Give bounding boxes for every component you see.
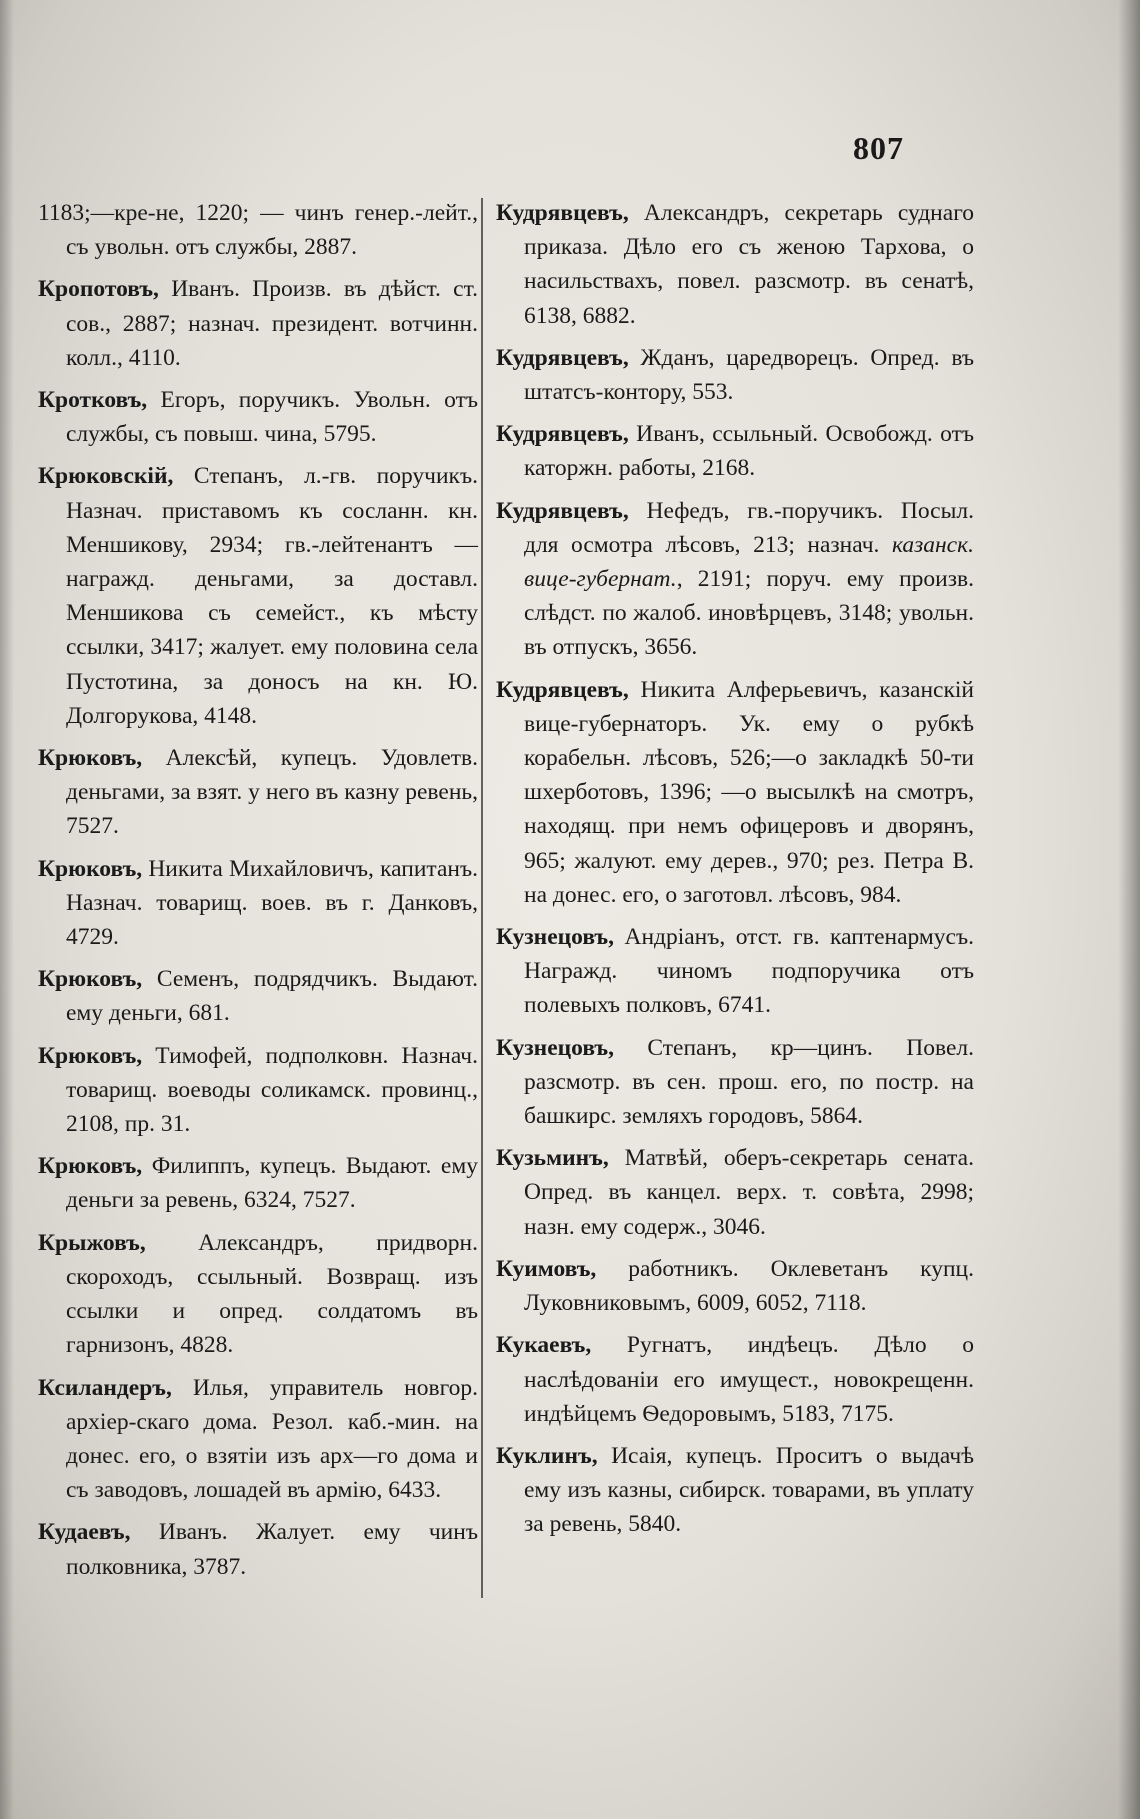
- index-entry: [38, 459, 478, 733]
- entry-name: Куимовъ,: [496, 1255, 597, 1282]
- entry-text: Исаія, купецъ. Проситъ о выдачѣ ему изъ казны, сибирск. товарами, въ уплату за ревень, 5840.: [524, 1442, 974, 1538]
- entry-text: Андріанъ, отст. гв. каптенармусъ. Награжд. чиномъ подпоручика отъ полевыхъ полковъ, 6741.: [524, 924, 974, 1019]
- entry-name: Кудрявцевъ,: [496, 421, 629, 448]
- entry-text: Матвѣй, оберъ-секретарь сената. Опред. въ канцел. верх. т. совѣта, 2998; назн. ему содерж., 3046.: [524, 1145, 974, 1240]
- entry-name: Крюковъ,: [38, 745, 143, 772]
- entry-name: Крюковъ,: [38, 1042, 143, 1069]
- index-entry: [496, 1328, 974, 1431]
- entry-name: Кузнецовъ,: [496, 924, 615, 951]
- entry-text: Егоръ, поручикъ. Увольн. отъ службы, съ повыш. чина, 5795.: [66, 387, 478, 448]
- entry-text: Илья, управитель новгор. архіер-скаго дома. Резол. каб.-мин. на донес. его, о взятіи изъ арх—го дома и съ заводовъ, лошадей въ армію, 6433.: [66, 1374, 478, 1504]
- index-entry: [38, 962, 478, 1030]
- entry-name: Крыжовъ,: [38, 1229, 146, 1256]
- index-entry: [38, 741, 478, 844]
- entry-name: Кудрявцевъ,: [496, 497, 629, 524]
- entry-name: Кукаевъ,: [496, 1332, 592, 1359]
- index-entry: [38, 852, 478, 955]
- entry-text: Иванъ, ссыльный. Освобожд. отъ каторжн. работы, 2168.: [524, 421, 974, 482]
- entry-text: Степанъ, кр—цинъ. Повел. разсмотр. въ сен. прош. его, по постр. на башкирс. земляхъ городовъ, 5864.: [524, 1034, 974, 1130]
- entry-text: Жданъ, царедворецъ. Опред. въ штатсъ-контору, 553.: [524, 344, 974, 406]
- entry-text: Филиппъ, купецъ. Выдают. ему деньги за ревень, 6324, 7527.: [66, 1153, 478, 1214]
- entry-name: Кудаевъ,: [38, 1519, 131, 1546]
- entry-name: Кузнецовъ,: [496, 1034, 615, 1061]
- page-shadow-right: [1118, 0, 1140, 1819]
- entry-name: Крюковъ,: [38, 966, 143, 993]
- entry-text: Тимофей, подполковн. Назнач. товарищ. воеводы соликамск. провинц., 2108, пр. 31.: [66, 1042, 478, 1138]
- entry-text-continued: , 2191; поруч. ему произв. слѣдст. по жалоб. иновѣрцевъ, 3148; увольн. въ отпускъ, 3656.: [524, 566, 974, 661]
- entry-name: Кузьминъ,: [496, 1145, 609, 1172]
- index-entry: [38, 1039, 478, 1142]
- entry-text: Ругнатъ, индѣецъ. Дѣло о наслѣдованіи его имущест., новокрещенн. индѣйцемъ Ѳедоровымъ, 5183, 7175.: [524, 1332, 974, 1427]
- index-entry: [496, 1031, 974, 1134]
- index-entry: [38, 1371, 478, 1508]
- index-entry: [496, 196, 974, 333]
- index-entry: [38, 1149, 478, 1217]
- entry-name: Ксиландеръ,: [38, 1374, 172, 1401]
- entry-text: Александръ, секретарь суднаго приказа. Дѣло его съ женою Тархова, о насильствахъ, повел. разсмотр. въ сенатѣ, 6138, 6882.: [524, 200, 974, 329]
- index-entry: [496, 1141, 974, 1244]
- index-entry: [38, 196, 478, 264]
- entry-text: Никита Алферьевичъ, казанскій вице-губернаторъ. Ук. ему о рубкѣ корабельн. лѣсовъ, 526;—о закладкѣ 50-ти шхерботовъ, 1396; —о высылкѣ на смотръ, находящ. при немъ офицеровъ и дворянъ, 965; жалуют. ему дерев., 970; рез. Петра В. на донес. его, о заготовл. лѣсовъ, 984.: [524, 676, 974, 908]
- index-entry: [38, 383, 478, 451]
- entry-name: Крюковъ,: [38, 1153, 143, 1180]
- index-entry: [496, 417, 974, 485]
- entry-text: Александръ, придворн. скороходъ, ссыльный. Возвращ. изъ ссылки и опред. солдатомъ въ гарнизонъ, 4828.: [66, 1229, 478, 1359]
- entry-text: Алексѣй, купецъ. Удовлетв. деньгами, за взят. у него въ казну ревень, 7527.: [66, 745, 478, 840]
- index-entry: [496, 494, 974, 665]
- column-divider: [481, 198, 483, 1598]
- index-entry: [496, 920, 974, 1023]
- index-entry: [38, 272, 478, 375]
- entry-text: Нефедъ, гв.-поручикъ. Посыл. для осмотра лѣсовъ, 213; назнач.: [524, 497, 974, 558]
- entry-text: работникъ. Оклеветанъ купц. Луковниковымъ, 6009, 6052, 7118.: [524, 1255, 974, 1317]
- entry-name: Крюковскій,: [38, 463, 174, 490]
- entry-name: Кротковъ,: [38, 387, 148, 414]
- index-entry: [496, 673, 974, 912]
- entry-name: Кудрявцевъ,: [496, 344, 629, 371]
- entry-text: Никита Михайловичъ, капитанъ. Назнач. товарищ. воев. въ г. Данковъ, 4729.: [66, 855, 478, 951]
- index-entry: [496, 1252, 974, 1320]
- entry-name: Кудрявцевъ,: [496, 200, 629, 226]
- entry-text: Степанъ, л.-гв. поручикъ. Назнач. приставомъ къ сосланн. кн. Меншикову, 2934; гв.-лейтенантъ — награжд. деньгами, за доставл. Меншикова съ семейст., къ мѣсту ссылки, 3417; жалует. ему половина села Пустотина, за доносъ на кн. Ю. Долгорукова, 4148.: [66, 463, 478, 729]
- page-number: 807: [853, 130, 904, 166]
- index-entry: [38, 1515, 478, 1583]
- entry-text: Иванъ. Жалует. ему чинъ полковника, 3787.: [66, 1519, 478, 1580]
- entry-italic-text: казанск. вице-губернат.: [524, 531, 974, 593]
- right-column: [496, 196, 974, 1550]
- entry-name: Куклинъ,: [496, 1442, 598, 1469]
- entry-name: Кропотовъ,: [38, 276, 159, 303]
- entry-name: Крюковъ,: [38, 855, 143, 882]
- entry-text: 1183;—кре-не, 1220; — чинъ генер.-лейт., съ увольн. отъ службы, 2887.: [38, 200, 478, 261]
- entry-text: Семенъ, подрядчикъ. Выдают. ему деньги, 681.: [66, 966, 478, 1027]
- index-entry: [38, 1226, 478, 1363]
- left-column: [38, 196, 478, 1592]
- page-shadow-left: [0, 0, 14, 1819]
- index-entry: [496, 1439, 974, 1542]
- entry-name: Кудрявцевъ,: [496, 676, 629, 703]
- index-entry: [496, 341, 974, 409]
- entry-text: Иванъ. Произв. въ дѣйст. ст. сов., 2887; назнач. президент. вотчинн. колл., 4110.: [66, 276, 478, 371]
